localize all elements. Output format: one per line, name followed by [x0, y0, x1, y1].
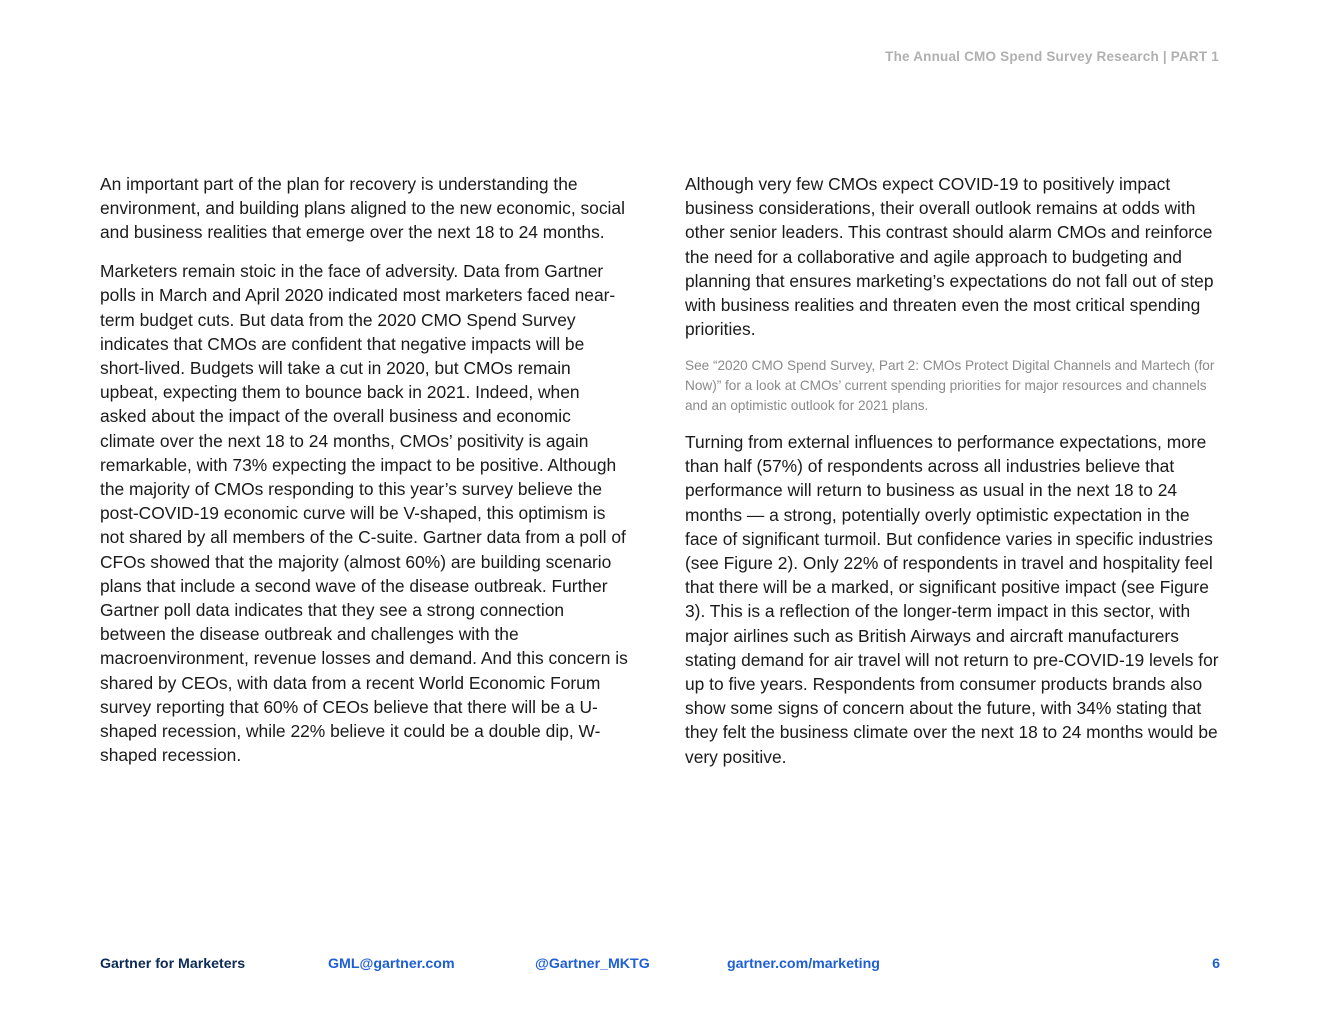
cross-reference-note: See “2020 CMO Spend Survey, Part 2: CMOs Protect Digital Channels and Martech (for Now)” for a look at CMOs’ current spending priorities for major resources and channels and an optimistic outlook for 2021 plans. — [685, 357, 1215, 413]
paragraph-marketers-stoic: Marketers remain stoic in the face of adversity. Data from Gartner polls in March and April 2020 indicated most marketers faced near-term budget cuts. But data from the 2020 CMO Spend Survey indicates that CMOs are confident that negative impacts will be short-lived. Budgets will take a cut in 2020, but CMOs remain upbeat, expecting them to bounce back in 2021. Indeed, when asked about the impact of the overall business and economic climate over the next 18 to 24 months, CMOs’ positivity is again remarkable, with 73% expecting the impact to be positive. Although the majority of CMOs responding to this year’s survey believe the post-COVID-19 economic curve will be V-shaped, this optimism is not shared by all members of the C-suite. Gartner data from a poll of CFOs showed that the majority (almost 60%) are building scenario plans that include a second wave of the disease outbreak. Further Gartner poll data indicates that they see a strong connection between the disease outbreak and challenges with the macroenvironment, revenue losses and demand. And this concern is shared by CEOs, with data from a recent World Economic Forum survey reporting that 60% of CEOs believe that there will be a U-shaped recession, while 22% believe it could be a double dip, W-shaped recession. — [100, 261, 628, 766]
page-number: 6 — [1212, 956, 1220, 972]
footer-website-link[interactable]: gartner.com/marketing — [727, 956, 880, 972]
right-column — [685, 172, 1225, 783]
running-header: The Annual CMO Spend Survey Research | PART 1 — [885, 49, 1219, 64]
footer-email-link[interactable]: GML@gartner.com — [328, 956, 455, 972]
footer-twitter-link[interactable]: @Gartner_MKTG — [535, 956, 650, 972]
page-footer — [100, 956, 1220, 976]
paragraph-performance-expectations: Turning from external influences to performance expectations, more than half (57%) of respondents across all industries believe that performance will return to business as usual in the next 18 to 24 months — a strong, potentially overly optimistic expectation in the face of significant turmoil. But confidence varies in specific industries (see Figure 2). Only 22% of respondents in travel and hospitality feel that there will be a marked, or significant positive impact (see Figure 3). This is a reflection of the longer-term impact in this sector, with major airlines such as British Airways and aircraft manufacturers stating demand for air travel will not return to pre-COVID-19 levels for up to five years. Respondents from consumer products brands also show some signs of concern about the future, with 34% stating that they felt the business climate over the next 18 to 24 months would be very positive. — [685, 431, 1219, 767]
paragraph-cmo-outlook: Although very few CMOs expect COVID-19 to positively impact business considerations, their overall outlook remains at odds with other senior leaders. This contrast should alarm CMOs and reinforce the need for a collaborative and agile approach to budgeting and planning that ensures marketing’s expectations do not fall out of step with business realities and threaten even the most critical spending priorities. — [685, 174, 1214, 340]
footer-brand: Gartner for Marketers — [100, 956, 246, 972]
paragraph-intro: An important part of the plan for recovery is understanding the environment, and building plans aligned to the new economic, social and business realities that emerge over the next 18 to 24 months. — [100, 174, 625, 243]
left-column — [100, 172, 630, 782]
